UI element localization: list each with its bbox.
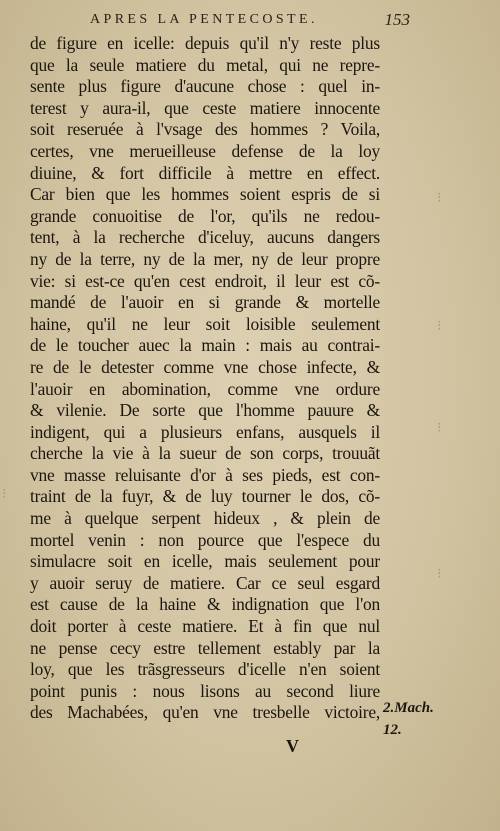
text-line: certes, vne merueilleuse defense de la loy: [30, 140, 380, 161]
text-line: traint de la fuyr, & de luy tourner le dos, cõ-: [30, 486, 380, 507]
text-line: re de le detester comme vne chose infecte, &: [30, 356, 380, 377]
margin-citation-chapter: 12.: [383, 722, 402, 738]
text-line: & vilenie. De sorte que l'homme pauure &: [30, 400, 380, 421]
text-line: y auoir seruy de matiere. Car ce seul esgard: [30, 572, 380, 593]
text-line: tent, à la recherche d'iceluy, aucuns dangers: [30, 227, 380, 248]
text-line: sente plus figure d'aucune chose : quel in-: [30, 76, 380, 97]
text-line: ny de la terre, ny de la mer, ny de leur propre: [30, 248, 380, 269]
text-line: point punis : nous lisons au second liure: [30, 680, 380, 701]
show-through-mark: ⁝: [437, 319, 442, 334]
text-line: haine, qu'il ne leur soit loisible seulement: [30, 313, 380, 334]
text-line: doit porter à ceste matiere. Et à fin que nul: [30, 616, 380, 637]
text-line: simulacre soit en icelle, mais seulement pour: [30, 551, 380, 572]
signature-mark: V: [286, 736, 299, 756]
text-line: ne pense cecy estre tellement estably par la: [30, 637, 380, 658]
text-line: est cause de la haine & indignation que l'on: [30, 594, 380, 615]
text-line: me à quelque serpent hideux , & plein de: [30, 508, 380, 529]
running-head: APRES LA PENTECOSTE.: [90, 12, 318, 27]
text-line: des Machabées, qu'en vne tresbelle victoire,: [30, 702, 380, 723]
page-number: 153: [384, 10, 410, 29]
text-line: terest y aura-il, que ceste matiere innocente: [30, 97, 380, 118]
text-line: mortel venin : non pource que l'espece du: [30, 529, 380, 550]
show-through-mark: ⁝: [437, 567, 442, 582]
text-line: Car bien que les hommes soient espris de si: [30, 184, 380, 205]
text-line: diuine, & fort difficile à mettre en effect.: [30, 162, 380, 183]
show-through-mark: ⁝: [2, 487, 7, 502]
show-through-mark: ⁝: [437, 421, 442, 436]
text-line: que la seule matiere du metal, qui ne repre-: [30, 54, 380, 75]
main-text: [30, 33, 380, 724]
text-line: mandé de l'auoir en si grande & mortelle: [30, 292, 380, 313]
text-line: indigent, qui a plusieurs enfans, ausquels il: [30, 421, 380, 442]
text-line: vne masse reluisante d'or à ses pieds, est con-: [30, 464, 380, 485]
text-line: vie: si est-ce qu'en cest endroit, il leur est cõ-: [30, 270, 380, 291]
text-line: loy, que les trãsgresseurs d'icelle n'en soient: [30, 659, 380, 680]
margin-citation: 2.Mach.: [383, 700, 434, 716]
text-line: soit reseruée à l'vsage des hommes ? Voila,: [30, 119, 380, 140]
show-through-mark: ⁝: [437, 191, 442, 206]
page-header: [78, 8, 408, 34]
text-line: grande conuoitise de l'or, qu'ils ne redou-: [30, 205, 380, 226]
text-line: de le toucher auec la main : mais au contrai-: [30, 335, 380, 356]
text-line: cherche la vie à la sueur de son corps, trouuãt: [30, 443, 380, 464]
text-line: de figure en icelle: depuis qu'il n'y reste plus: [30, 33, 380, 53]
text-line: l'auoir en abomination, comme vne ordure: [30, 378, 380, 399]
